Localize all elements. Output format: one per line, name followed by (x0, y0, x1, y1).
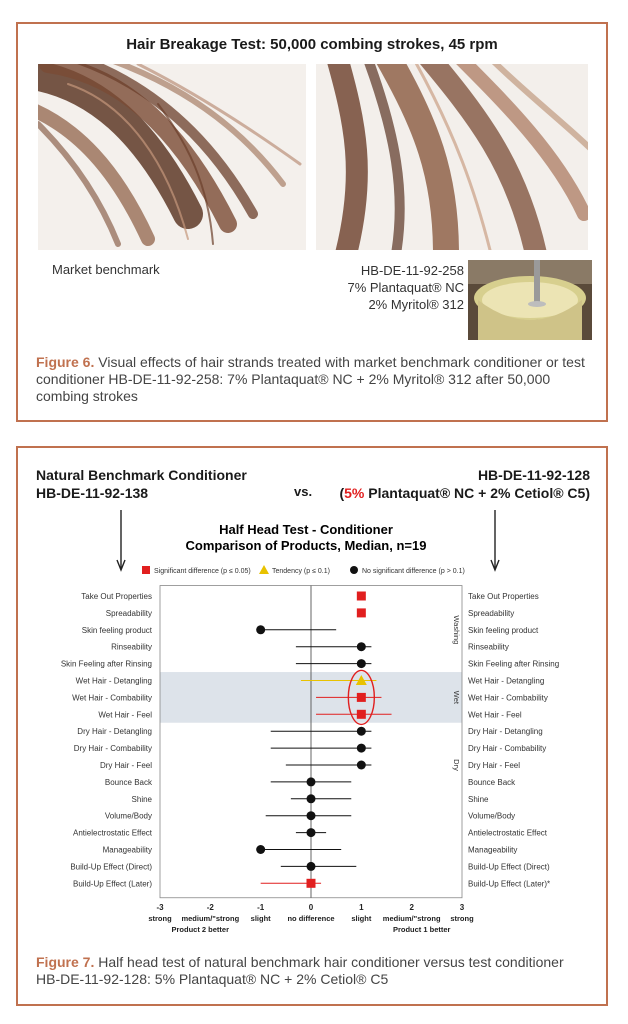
legend-label: Significant difference (p ≤ 0.05) (154, 568, 251, 575)
benchmark-label: Market benchmark (52, 262, 160, 277)
attribute-label-left: Dry Hair - Detangling (77, 727, 152, 737)
chart-title: Half Head Test - Conditioner (219, 522, 393, 537)
x-tick-number: 1 (359, 902, 364, 912)
attribute-label-left: Dry Hair - Combability (73, 744, 152, 754)
legend-marker-none (350, 566, 358, 574)
attribute-label-left: Wet Hair - Detangling (75, 676, 152, 686)
x-tick-number: -3 (156, 902, 164, 912)
x-tick-word: strong (148, 913, 172, 923)
x-tick-word: no difference (287, 913, 335, 923)
x-tick-number: -1 (257, 902, 265, 912)
attribute-label-right: Build-Up Effect (Direct) (468, 862, 550, 872)
benchmark-header-name: Natural Benchmark Conditioner (36, 467, 247, 483)
hair-photo-benchmark (38, 64, 306, 250)
beaker-photo (468, 260, 592, 340)
attribute-label-left: Skin Feeling after Rinsing (60, 659, 152, 669)
attribute-label-right: Rinseability (468, 642, 509, 652)
attribute-label-right: Skin Feeling after Rinsing (468, 659, 560, 669)
data-point (307, 811, 316, 820)
attribute-label-right: Wet Hair - Feel (468, 710, 522, 720)
attribute-label-left: Dry Hair - Feel (99, 761, 152, 770)
attribute-label-left: Take Out Properties (81, 592, 152, 601)
x-tick-number: 0 (308, 902, 314, 912)
attribute-label-left: Bounce Back (104, 777, 152, 787)
group-label: Wet (452, 690, 461, 705)
test-product-line: HB-DE-11-92-258 (360, 263, 464, 278)
group-label: Dry (452, 759, 461, 771)
group-label: Washing (452, 615, 461, 645)
data-point (357, 642, 366, 651)
test-product-line: 7% Plantaquat® NC (347, 280, 464, 295)
data-point-significant (357, 710, 366, 719)
data-point-significant (357, 693, 366, 702)
x-tick-number: 3 (459, 902, 465, 912)
attribute-label-left: Shine (131, 794, 152, 804)
data-point-significant (357, 592, 366, 601)
attribute-label-left: Antielectrostatic Effect (73, 828, 152, 838)
attribute-label-right: Take Out Properties (468, 592, 539, 601)
attribute-label-left: Volume/Body (104, 811, 152, 821)
data-point (357, 744, 366, 753)
legend-marker-significant (142, 566, 150, 574)
attribute-label-right: Bounce Back (468, 777, 516, 787)
attribute-label-left: Build-Up Effect (Direct) (70, 862, 152, 872)
attribute-label-left: Wet Hair - Combability (72, 693, 152, 703)
attribute-label-right: Manageability (468, 845, 518, 855)
x-tick-word: slight (250, 913, 271, 923)
x-tick-word: strong (450, 913, 474, 923)
data-point (357, 761, 366, 770)
attribute-label-right: Wet Hair - Combability (468, 693, 548, 703)
attribute-label-right: Wet Hair - Detangling (468, 676, 545, 686)
test-product-line: 2% Myritol® 312 (368, 297, 464, 312)
legend-label: Tendency (p ≤ 0.1) (272, 568, 330, 575)
attribute-label-right: Skin feeling product (468, 625, 539, 635)
figure-7-caption (36, 954, 590, 988)
figure-7-caption-text: Half head test of natural benchmark hair conditioner versus test conditioner HB-DE-11-92-128: 5% Plantaquat® NC + 2% Cetiol® C5 (36, 954, 564, 987)
attribute-label-left: Build-Up Effect (Later) (73, 879, 152, 889)
data-point-significant (307, 879, 316, 888)
vs-label: vs. (294, 484, 313, 499)
attribute-label-left: Skin feeling product (81, 625, 152, 635)
attribute-label-left: Wet Hair - Feel (98, 710, 152, 720)
figure-6-panel (16, 22, 608, 422)
attribute-label-left: Spreadability (105, 608, 152, 618)
attribute-label-right: Spreadability (468, 608, 515, 618)
data-point (357, 659, 366, 668)
data-point (307, 828, 316, 837)
data-point (256, 625, 265, 634)
data-point (307, 862, 316, 871)
figure-6-caption (36, 354, 590, 405)
legend-marker-tendency (259, 565, 269, 574)
benchmark-header-code: HB-DE-11-92-138 (36, 485, 149, 501)
formula-open-paren: ( (339, 485, 345, 501)
x-tick-word: slight (351, 913, 372, 923)
attribute-label-right: Dry Hair - Detangling (468, 727, 543, 737)
attribute-label-right: Dry Hair - Feel (468, 761, 521, 770)
chart-subtitle: Comparison of Products, Median, n=19 (185, 538, 427, 553)
attribute-label-right: Shine (468, 794, 489, 804)
hair-photo-test (316, 64, 588, 250)
attribute-label-right: Volume/Body (468, 811, 516, 821)
figure-7-panel (16, 446, 608, 1006)
figure-6-caption-label: Figure 6. (36, 354, 95, 370)
test-product-label (344, 262, 464, 313)
formula-rest: Plantaquat® NC + 2% Cetiol® C5) (364, 485, 590, 501)
formula-highlight: 5% (344, 485, 365, 501)
x-tick-word: medium/"strong (181, 913, 240, 923)
legend-label: No significant difference (p > 0.1) (362, 568, 465, 575)
half-head-chart (18, 448, 606, 948)
attribute-label-left: Manageability (102, 845, 152, 855)
x-tick-number: 2 (409, 902, 414, 912)
x-tick-word: medium/"strong (382, 913, 441, 923)
data-point-significant (357, 608, 366, 617)
test-product-header-code: HB-DE-11-92-128 (477, 467, 590, 483)
figure-6-caption-text: Visual effects of hair strands treated with market benchmark conditioner or test conditioner HB-DE-11-92-258: 7% Plantaquat® NC + 2% Myritol® 312 after 50,000 combing strokes (36, 354, 585, 404)
attribute-label-right: Build-Up Effect (Later)* (468, 879, 551, 889)
data-point (307, 777, 316, 786)
data-point (357, 727, 366, 736)
x-axis-left-label: Product 2 better (171, 924, 230, 934)
x-axis-right-label: Product 1 better (392, 924, 451, 934)
data-point (307, 794, 316, 803)
attribute-label-right: Dry Hair - Combability (468, 744, 547, 754)
attribute-label-right: Antielectrostatic Effect (468, 828, 547, 838)
figure-6-title: Hair Breakage Test: 50,000 combing strokes, 45 rpm (126, 36, 498, 53)
data-point (256, 845, 265, 854)
attribute-label-left: Rinseability (111, 642, 152, 652)
figure-7-caption-label: Figure 7. (36, 954, 95, 970)
x-tick-number: -2 (206, 902, 214, 912)
